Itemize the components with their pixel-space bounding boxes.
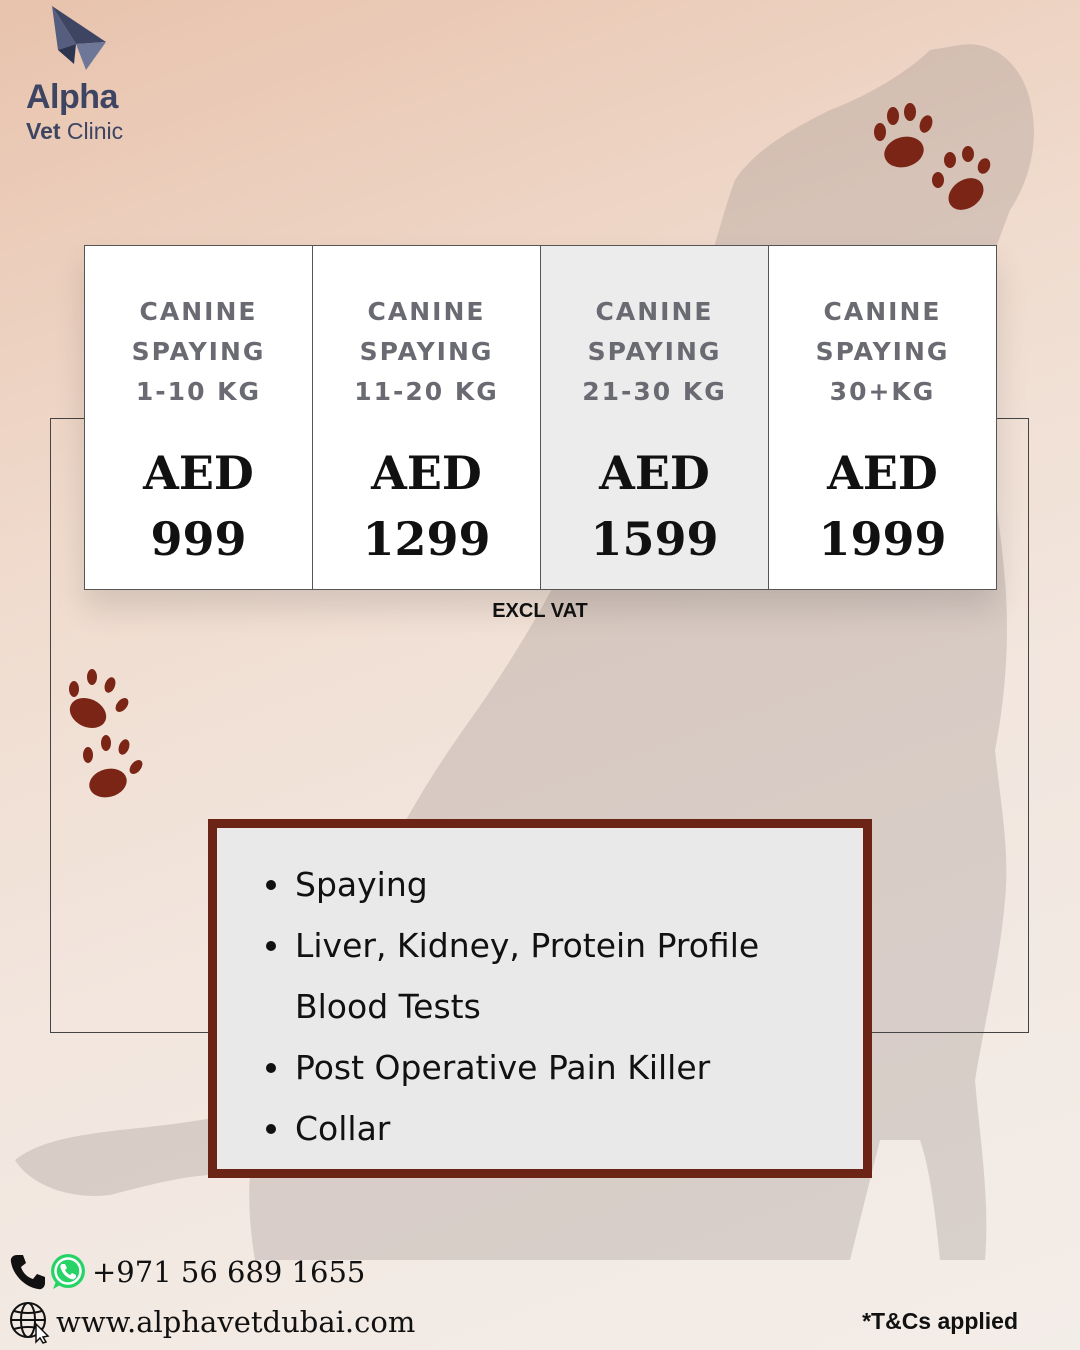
plan-title-line: CANINE	[595, 297, 714, 326]
plan-title-line: CANINE	[367, 297, 486, 326]
logo-bird-icon	[46, 4, 116, 74]
phone-number[interactable]: +971 56 689 1655	[92, 1255, 366, 1289]
price-amount: 1599	[590, 512, 719, 566]
contact-website[interactable]	[8, 1300, 415, 1344]
logo-name: Alpha	[26, 78, 118, 116]
price-currency: AED	[827, 446, 938, 500]
price-card-1-10kg[interactable]	[85, 246, 313, 589]
paw-prints-top-icon	[866, 100, 1001, 220]
whatsapp-icon[interactable]	[48, 1252, 88, 1292]
plan-title-line: SPAYING	[587, 337, 722, 366]
list-item: Liver, Kidney, Protein Profile Blood Tests	[267, 915, 843, 1037]
list-item: Spaying	[267, 854, 843, 915]
phone-icon	[8, 1252, 48, 1292]
plan-weight-range: 11-20 KG	[354, 377, 499, 406]
list-item: Post Operative Pain Killer	[267, 1037, 843, 1098]
features-list	[267, 854, 843, 1159]
plan-weight-range: 1-10 KG	[135, 377, 262, 406]
logo-subtitle: Vet Clinic	[26, 118, 124, 144]
terms-note: *T&Cs applied	[862, 1308, 1018, 1334]
price-card-21-30kg[interactable]	[541, 246, 769, 589]
included-features-box	[208, 819, 872, 1178]
globe-icon	[8, 1300, 52, 1344]
alpha-vet-clinic-logo[interactable]	[24, 4, 154, 144]
price-card-11-20kg[interactable]	[313, 246, 541, 589]
plan-title-line: CANINE	[139, 297, 258, 326]
plan-weight-range: 30+KG	[829, 377, 936, 406]
vat-note: EXCL VAT	[492, 600, 588, 622]
website-link[interactable]: www.alphavetdubai.com	[56, 1305, 416, 1339]
price-amount: 999	[150, 512, 247, 566]
plan-title-line: SPAYING	[131, 337, 266, 366]
plan-title-line: CANINE	[823, 297, 942, 326]
plan-title-line: SPAYING	[359, 337, 494, 366]
price-currency: AED	[371, 446, 482, 500]
price-amount: 1999	[818, 512, 947, 566]
plan-title-line: SPAYING	[815, 337, 950, 366]
list-item: Collar	[267, 1098, 843, 1159]
price-table	[84, 245, 997, 590]
price-card-30plus-kg[interactable]	[769, 246, 996, 589]
contact-phone[interactable]	[8, 1252, 365, 1292]
price-currency: AED	[143, 446, 254, 500]
price-amount: 1299	[362, 512, 491, 566]
plan-weight-range: 21-30 KG	[582, 377, 727, 406]
price-currency: AED	[599, 446, 710, 500]
